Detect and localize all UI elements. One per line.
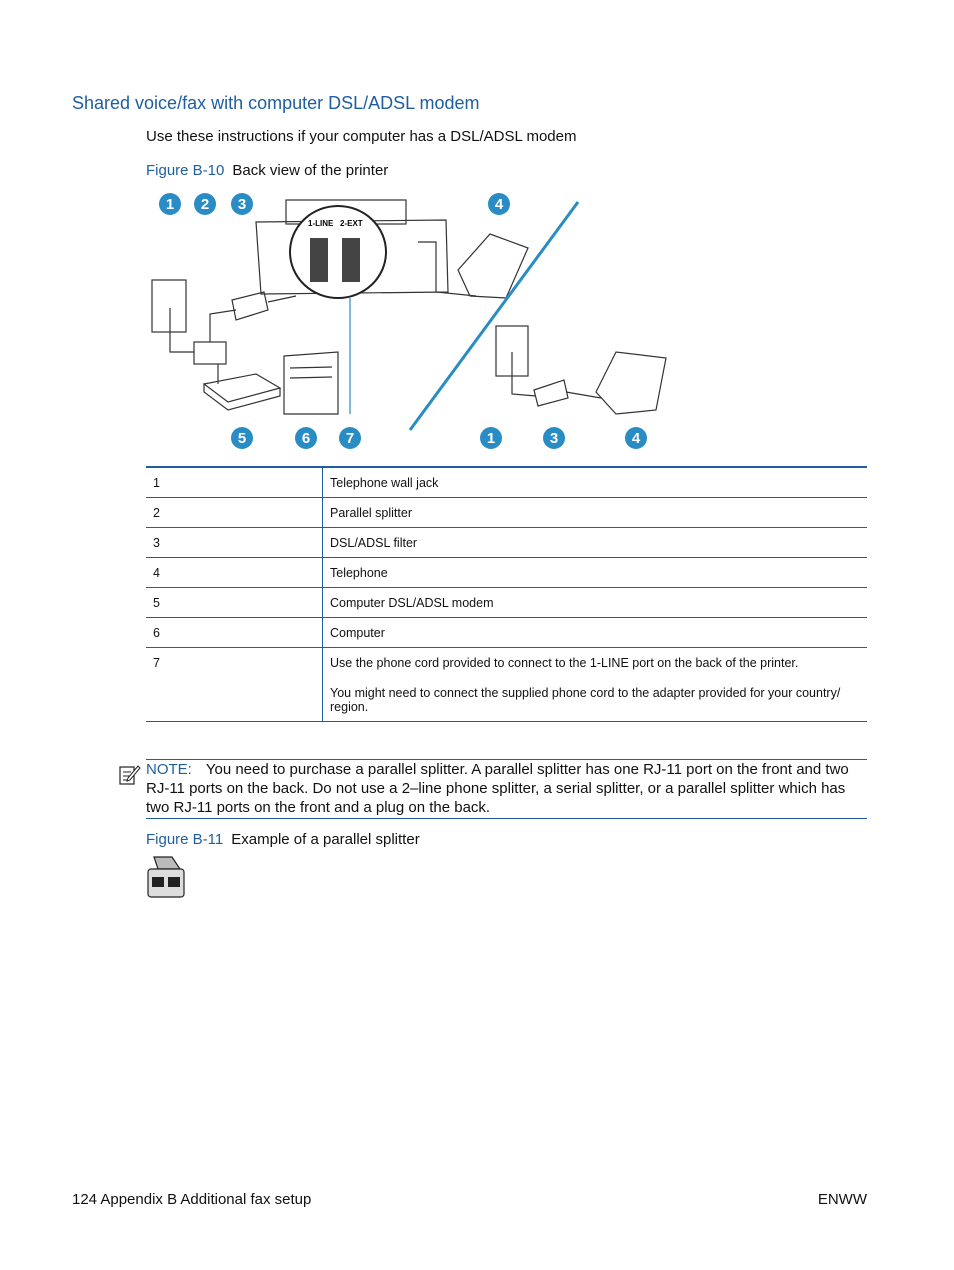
callout-2-top (194, 193, 216, 215)
svg-text:4: 4 (494, 196, 504, 213)
dsl-filter-left (232, 292, 268, 320)
separator-line (410, 202, 578, 430)
callout-4-bottom (625, 427, 647, 449)
legend-description-text: Telephone wall jack (330, 476, 439, 490)
table-row (146, 498, 867, 528)
legend-description (323, 588, 868, 618)
svg-text:1: 1 (486, 430, 496, 447)
svg-text:4: 4 (631, 430, 641, 447)
callout-7-bottom (339, 427, 361, 449)
figure-caption-text: Back view of the printer (232, 162, 389, 179)
svg-text:1: 1 (165, 196, 175, 213)
telephone-1 (458, 234, 528, 298)
parallel-splitter (194, 342, 226, 364)
legend-description-text: DSL/ADSL filter (330, 536, 418, 550)
intro-text: Use these instructions if your computer has a DSL/ADSL modem (146, 128, 577, 145)
telephone-2 (596, 352, 666, 414)
footer-edition: ENWW (817, 1191, 867, 1208)
port-label-1-line: 1-LINE (308, 219, 334, 228)
port-zoom-bubble (290, 206, 386, 298)
legend-description (323, 558, 868, 588)
legend-description-text: You might need to connect the supplied phone cord to the adapter provided for your country/ region. (330, 686, 841, 714)
legend-description-text: Telephone (330, 566, 388, 580)
legend-description-text: Parallel splitter (330, 506, 412, 520)
svg-text:3: 3 (549, 430, 559, 447)
svg-text:3: 3 (237, 196, 247, 213)
callout-1-top (159, 193, 181, 215)
legend-number: 4 (146, 558, 323, 588)
legend-description (323, 528, 868, 558)
callout-5-bottom (231, 427, 253, 449)
table-row (146, 588, 867, 618)
legend-number: 3 (146, 528, 323, 558)
callout-3-bottom (543, 427, 565, 449)
callout-3-top (231, 193, 253, 215)
dsl-modem (204, 374, 280, 410)
table-row (146, 528, 867, 558)
figure-number: Figure B-10 (146, 162, 225, 179)
legend-description (323, 618, 868, 648)
note-bottom-rule (146, 818, 867, 819)
svg-text:5: 5 (237, 430, 247, 447)
figure-number: Figure B-11 (146, 831, 224, 848)
legend-number: 1 (146, 467, 323, 498)
table-row (146, 467, 867, 498)
parallel-splitter-image (146, 855, 186, 899)
port-label-2-ext: 2-EXT (340, 219, 363, 228)
callout-1-bottom (480, 427, 502, 449)
printer-connection-diagram (146, 192, 706, 460)
legend-number: 6 (146, 618, 323, 648)
dsl-filter-right (534, 380, 568, 406)
legend-description (323, 648, 868, 722)
section-title: Shared voice/fax with computer DSL/ADSL modem (72, 93, 480, 113)
note-icon (118, 763, 142, 787)
note-label: NOTE: (146, 761, 192, 778)
legend-description-text: Computer DSL/ADSL modem (330, 596, 494, 610)
table-row (146, 618, 867, 648)
svg-text:7: 7 (345, 430, 355, 447)
table-row (146, 558, 867, 588)
legend-description-text: Use the phone cord provided to connect to the 1-LINE port on the back of the printer. (330, 656, 799, 670)
table-row (146, 648, 867, 722)
callout-6-bottom (295, 427, 317, 449)
footer-page-info: 124 Appendix B Additional fax setup (72, 1191, 312, 1208)
figure-caption-text: Example of a parallel splitter (231, 831, 420, 848)
legend-table (146, 466, 867, 722)
legend-number: 5 (146, 588, 323, 618)
svg-text:2: 2 (200, 196, 210, 213)
computer-tower (284, 352, 338, 414)
note-text: You need to purchase a parallel splitter. A parallel splitter has one RJ-11 port on the front and two RJ-11 ports on the back. Do not use a 2–line phone splitter, a serial splitter, or a parallel splitter which has two RJ-11 ports on the front and a plug on the back. (146, 761, 849, 816)
svg-text:6: 6 (301, 430, 311, 447)
legend-description-text: Computer (330, 626, 385, 640)
figure-b11-caption (146, 831, 420, 848)
figure-b10-caption (146, 162, 388, 179)
legend-number: 2 (146, 498, 323, 528)
legend-number: 7 (146, 648, 323, 722)
wall-jack-left (152, 280, 186, 332)
callout-4-top (488, 193, 510, 215)
legend-description (323, 467, 868, 498)
legend-description (323, 498, 868, 528)
note-block (146, 760, 867, 817)
